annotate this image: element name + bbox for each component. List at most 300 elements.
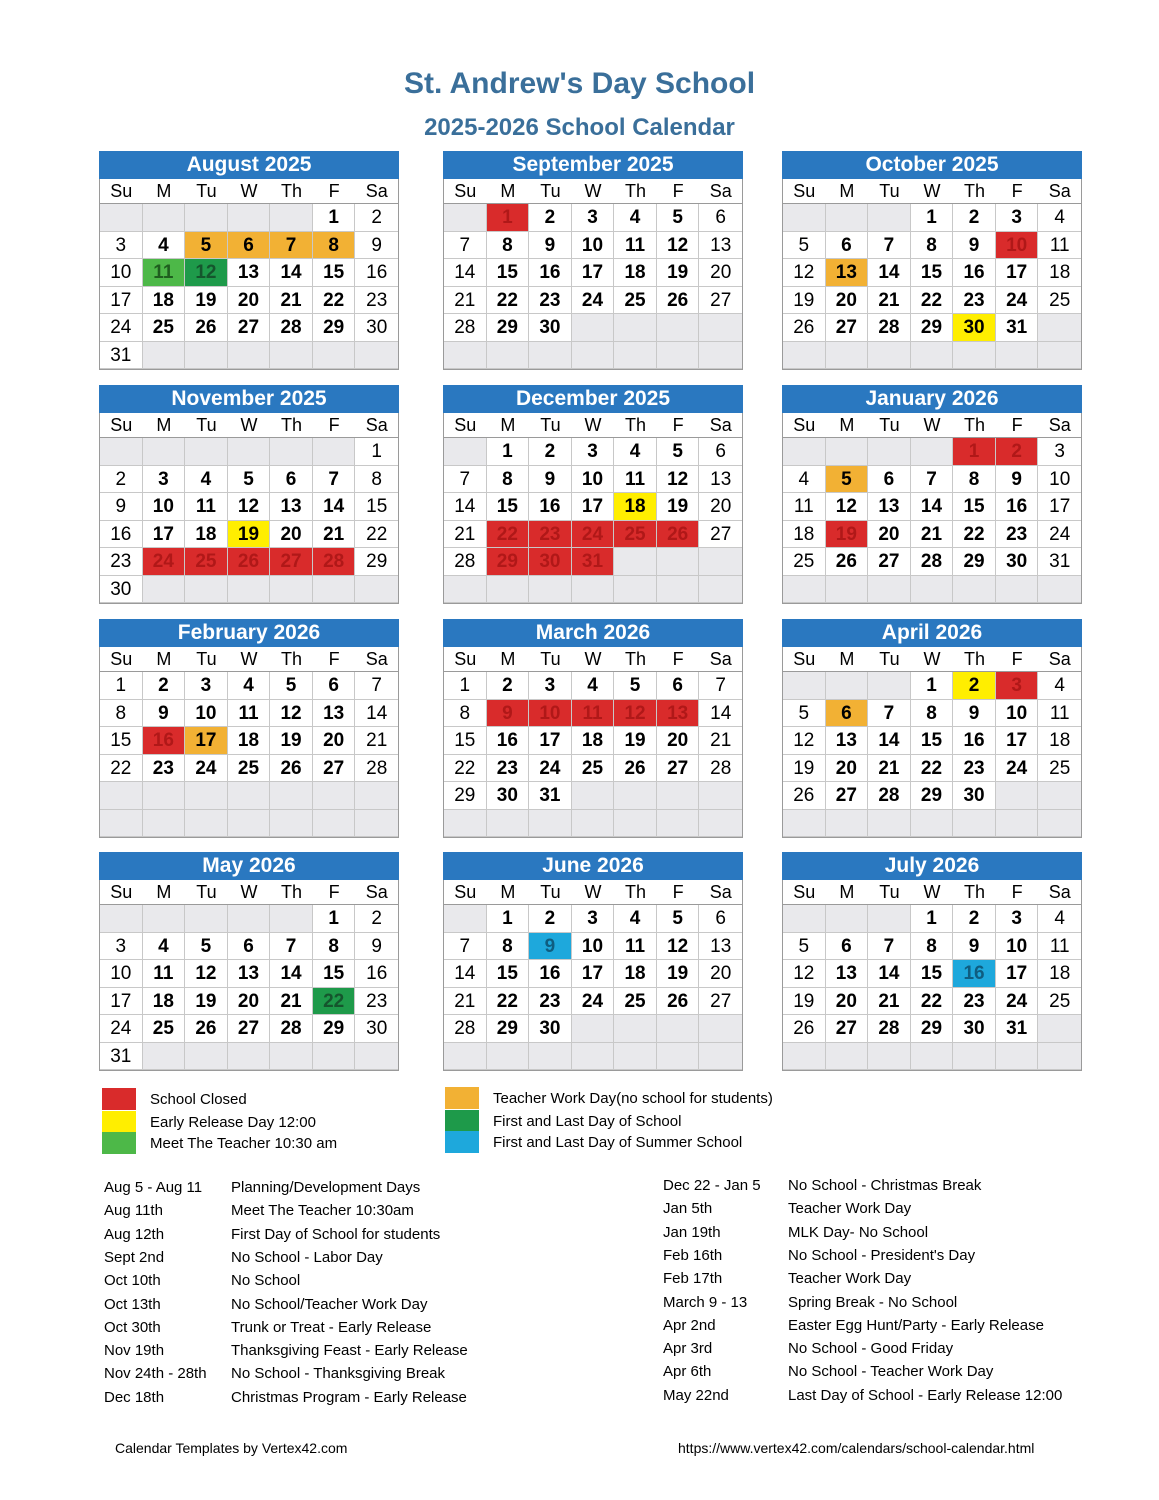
event-date: Nov 24th - 28th <box>104 1365 207 1383</box>
empty-cell <box>185 576 228 604</box>
empty-cell <box>100 810 143 838</box>
day-cell: 19 <box>185 287 228 315</box>
empty-cell <box>529 1043 572 1071</box>
month-title: December 2025 <box>443 385 743 413</box>
day-cell: 10 <box>996 700 1039 728</box>
empty-cell <box>911 576 954 604</box>
day-cell: 20 <box>699 960 742 988</box>
day-cell: 8 <box>487 466 530 494</box>
day-cell: 27 <box>826 1015 869 1043</box>
empty-cell <box>355 342 398 370</box>
empty-cell <box>1038 1043 1081 1071</box>
day-cell: 10 <box>996 232 1039 260</box>
event-description: Planning/Development Days <box>231 1179 421 1196</box>
event-date: Feb 16th <box>663 1246 723 1264</box>
day-cell: 8 <box>313 232 356 260</box>
day-cell: 12 <box>657 933 700 961</box>
month-grid <box>782 179 1082 370</box>
day-cell: 1 <box>487 438 530 466</box>
empty-cell <box>143 905 186 933</box>
day-cell: 25 <box>572 755 615 783</box>
day-cell: 13 <box>657 700 700 728</box>
day-cell: 16 <box>529 960 572 988</box>
day-cell: 7 <box>270 933 313 961</box>
day-cell: 3 <box>529 672 572 700</box>
day-cell: 28 <box>699 755 742 783</box>
weekday-header: Th <box>953 880 996 905</box>
day-cell: 12 <box>826 493 869 521</box>
legend-work-label: Teacher Work Day(no school for students) <box>493 1089 773 1107</box>
weekday-header: Tu <box>185 413 228 438</box>
day-cell: 25 <box>185 548 228 576</box>
event-description: Easter Egg Hunt/Party - Early Release <box>788 1316 1044 1334</box>
day-cell: 21 <box>868 287 911 315</box>
weekday-header: F <box>313 647 356 672</box>
day-cell: 28 <box>444 1015 487 1043</box>
day-cell: 21 <box>444 287 487 315</box>
day-cell: 2 <box>996 438 1039 466</box>
day-cell: 12 <box>185 259 228 287</box>
event-description: No School - President's Day <box>788 1246 976 1264</box>
day-cell: 30 <box>953 1015 996 1043</box>
empty-cell <box>270 782 313 810</box>
weekday-header: Su <box>783 880 826 905</box>
legend-meet-swatch <box>102 1132 136 1154</box>
empty-cell <box>529 342 572 370</box>
month-calendar <box>782 619 1082 838</box>
event-description: No School <box>231 1272 301 1290</box>
empty-cell <box>185 204 228 232</box>
empty-cell <box>143 1043 186 1071</box>
day-cell: 20 <box>868 521 911 549</box>
day-cell: 12 <box>657 232 700 260</box>
day-cell: 17 <box>1038 493 1081 521</box>
event-description: No School - Teacher Work Day <box>788 1363 994 1381</box>
empty-cell <box>444 1043 487 1071</box>
weekday-header: Tu <box>529 647 572 672</box>
day-cell: 29 <box>313 314 356 342</box>
empty-cell <box>996 1043 1039 1071</box>
empty-cell <box>270 342 313 370</box>
day-cell: 17 <box>572 493 615 521</box>
empty-cell <box>699 548 742 576</box>
day-cell: 9 <box>355 232 398 260</box>
day-cell: 18 <box>1038 727 1081 755</box>
empty-cell <box>783 905 826 933</box>
empty-cell <box>996 576 1039 604</box>
weekday-header: Tu <box>529 880 572 905</box>
weekday-header: Th <box>614 880 657 905</box>
day-cell: 2 <box>143 672 186 700</box>
day-cell: 27 <box>313 755 356 783</box>
day-cell: 19 <box>185 988 228 1016</box>
event-date: Jan 19th <box>663 1223 721 1241</box>
day-cell: 29 <box>953 548 996 576</box>
empty-cell <box>868 342 911 370</box>
day-cell: 14 <box>444 259 487 287</box>
day-cell: 25 <box>614 988 657 1016</box>
day-cell: 19 <box>657 960 700 988</box>
weekday-header: F <box>657 647 700 672</box>
legend-firstlast <box>445 1110 681 1132</box>
month-title: June 2026 <box>443 852 743 880</box>
day-cell: 30 <box>529 548 572 576</box>
weekday-header: M <box>143 179 186 204</box>
event-date: Sept 2nd <box>104 1248 165 1266</box>
weekday-header: Sa <box>699 647 742 672</box>
empty-cell <box>868 672 911 700</box>
day-cell: 22 <box>487 521 530 549</box>
day-cell: 15 <box>100 727 143 755</box>
day-cell: 29 <box>444 782 487 810</box>
day-cell: 4 <box>143 232 186 260</box>
empty-cell <box>699 782 742 810</box>
weekday-header: Su <box>783 647 826 672</box>
day-cell: 17 <box>185 727 228 755</box>
weekday-header: F <box>657 179 700 204</box>
month-calendar <box>99 619 399 838</box>
day-cell: 23 <box>529 988 572 1016</box>
empty-cell <box>444 342 487 370</box>
weekday-header: W <box>572 413 615 438</box>
month-title: May 2026 <box>99 852 399 880</box>
day-cell: 8 <box>100 700 143 728</box>
empty-cell <box>444 438 487 466</box>
weekday-header: F <box>996 413 1039 438</box>
day-cell: 19 <box>614 727 657 755</box>
day-cell: 15 <box>953 493 996 521</box>
day-cell: 16 <box>100 521 143 549</box>
empty-cell <box>953 576 996 604</box>
day-cell: 5 <box>826 466 869 494</box>
event-date: Aug 5 - Aug 11 <box>104 1179 203 1196</box>
day-cell: 3 <box>100 232 143 260</box>
legend-meet <box>102 1132 337 1154</box>
weekday-header: Sa <box>699 413 742 438</box>
day-cell: 11 <box>614 232 657 260</box>
weekday-header: Th <box>270 647 313 672</box>
weekday-header: F <box>313 179 356 204</box>
day-cell: 28 <box>911 548 954 576</box>
empty-cell <box>953 810 996 838</box>
empty-cell <box>1038 1015 1081 1043</box>
empty-cell <box>572 782 615 810</box>
day-cell: 23 <box>953 287 996 315</box>
day-cell: 24 <box>996 755 1039 783</box>
day-cell: 7 <box>355 672 398 700</box>
empty-cell <box>657 1015 700 1043</box>
weekday-header: Su <box>100 179 143 204</box>
day-cell: 29 <box>911 782 954 810</box>
day-cell: 3 <box>185 672 228 700</box>
day-cell: 20 <box>228 287 271 315</box>
event-date: Nov 19th <box>104 1342 165 1360</box>
day-cell: 6 <box>313 672 356 700</box>
empty-cell <box>572 1015 615 1043</box>
day-cell: 18 <box>228 727 271 755</box>
day-cell: 13 <box>826 259 869 287</box>
day-cell: 6 <box>699 204 742 232</box>
empty-cell <box>313 782 356 810</box>
empty-cell <box>1038 576 1081 604</box>
day-cell: 6 <box>699 905 742 933</box>
day-cell: 30 <box>100 576 143 604</box>
day-cell: 26 <box>614 755 657 783</box>
day-cell: 15 <box>911 727 954 755</box>
day-cell: 14 <box>911 493 954 521</box>
weekday-header: Tu <box>185 647 228 672</box>
day-cell: 12 <box>185 960 228 988</box>
empty-cell <box>185 342 228 370</box>
day-cell: 23 <box>355 988 398 1016</box>
day-cell: 25 <box>614 287 657 315</box>
empty-cell <box>143 342 186 370</box>
empty-cell <box>614 1015 657 1043</box>
day-cell: 30 <box>355 314 398 342</box>
empty-cell <box>355 576 398 604</box>
day-cell: 9 <box>953 933 996 961</box>
day-cell: 24 <box>100 1015 143 1043</box>
day-cell: 19 <box>270 727 313 755</box>
event-description: MLK Day- No School <box>788 1223 929 1241</box>
weekday-header: W <box>911 179 954 204</box>
weekday-header: F <box>657 880 700 905</box>
day-cell: 25 <box>143 1015 186 1043</box>
day-cell: 27 <box>270 548 313 576</box>
day-cell: 16 <box>355 960 398 988</box>
empty-cell <box>783 342 826 370</box>
day-cell: 3 <box>1038 438 1081 466</box>
day-cell: 26 <box>826 548 869 576</box>
empty-cell <box>614 342 657 370</box>
day-cell: 26 <box>657 287 700 315</box>
empty-cell <box>444 810 487 838</box>
empty-cell <box>228 905 271 933</box>
day-cell: 26 <box>783 782 826 810</box>
day-cell: 17 <box>529 727 572 755</box>
day-cell: 21 <box>444 988 487 1016</box>
day-cell: 5 <box>783 232 826 260</box>
weekday-header: M <box>143 880 186 905</box>
day-cell: 27 <box>657 755 700 783</box>
month-grid <box>782 647 1082 838</box>
day-cell: 14 <box>699 700 742 728</box>
day-cell: 5 <box>783 933 826 961</box>
day-cell: 27 <box>699 521 742 549</box>
weekday-header: W <box>228 880 271 905</box>
day-cell: 17 <box>996 259 1039 287</box>
month-grid <box>782 413 1082 604</box>
day-cell: 20 <box>826 287 869 315</box>
month-title: March 2026 <box>443 619 743 647</box>
empty-cell <box>614 1043 657 1071</box>
day-cell: 7 <box>868 933 911 961</box>
day-cell: 11 <box>1038 933 1081 961</box>
empty-cell <box>783 1043 826 1071</box>
day-cell: 16 <box>355 259 398 287</box>
day-cell: 11 <box>614 466 657 494</box>
weekday-header: Sa <box>355 880 398 905</box>
day-cell: 21 <box>270 988 313 1016</box>
empty-cell <box>185 438 228 466</box>
day-cell: 13 <box>699 466 742 494</box>
day-cell: 22 <box>911 755 954 783</box>
day-cell: 23 <box>953 988 996 1016</box>
day-cell: 3 <box>996 905 1039 933</box>
weekday-header: F <box>996 179 1039 204</box>
day-cell: 8 <box>487 232 530 260</box>
empty-cell <box>100 782 143 810</box>
day-cell: 16 <box>143 727 186 755</box>
day-cell: 29 <box>487 314 530 342</box>
day-cell: 10 <box>996 933 1039 961</box>
day-cell: 5 <box>228 466 271 494</box>
legend-firstlast-label: First and Last Day of School <box>493 1112 682 1130</box>
day-cell: 24 <box>185 755 228 783</box>
empty-cell <box>868 810 911 838</box>
empty-cell <box>826 576 869 604</box>
day-cell: 11 <box>1038 700 1081 728</box>
day-cell: 30 <box>953 314 996 342</box>
day-cell: 4 <box>1038 204 1081 232</box>
day-cell: 16 <box>529 493 572 521</box>
day-cell: 15 <box>487 259 530 287</box>
day-cell: 4 <box>185 466 228 494</box>
day-cell: 2 <box>953 905 996 933</box>
day-cell: 3 <box>996 672 1039 700</box>
day-cell: 6 <box>826 700 869 728</box>
day-cell: 2 <box>953 204 996 232</box>
day-cell: 18 <box>614 259 657 287</box>
day-cell: 27 <box>699 988 742 1016</box>
day-cell: 4 <box>614 204 657 232</box>
footer-url[interactable]: https://www.vertex42.com/calendars/school-calendar.html <box>678 1440 1035 1456</box>
day-cell: 13 <box>228 259 271 287</box>
empty-cell <box>487 342 530 370</box>
day-cell: 19 <box>783 755 826 783</box>
empty-cell <box>100 204 143 232</box>
day-cell: 31 <box>100 1043 143 1071</box>
empty-cell <box>996 782 1039 810</box>
weekday-header: F <box>996 647 1039 672</box>
day-cell: 28 <box>868 782 911 810</box>
weekday-header: F <box>657 413 700 438</box>
day-cell: 22 <box>444 755 487 783</box>
day-cell: 20 <box>228 988 271 1016</box>
empty-cell <box>444 204 487 232</box>
empty-cell <box>228 204 271 232</box>
weekday-header: Su <box>444 647 487 672</box>
day-cell: 10 <box>529 700 572 728</box>
day-cell: 23 <box>529 287 572 315</box>
day-cell: 7 <box>868 700 911 728</box>
legend-early-swatch <box>102 1111 136 1133</box>
empty-cell <box>953 1043 996 1071</box>
month-grid <box>99 647 399 838</box>
day-cell: 12 <box>783 727 826 755</box>
empty-cell <box>1038 342 1081 370</box>
day-cell: 7 <box>444 933 487 961</box>
day-cell: 29 <box>313 1015 356 1043</box>
empty-cell <box>699 810 742 838</box>
day-cell: 2 <box>953 672 996 700</box>
day-cell: 2 <box>487 672 530 700</box>
day-cell: 2 <box>529 438 572 466</box>
day-cell: 4 <box>572 672 615 700</box>
day-cell: 22 <box>911 988 954 1016</box>
day-cell: 17 <box>100 988 143 1016</box>
day-cell: 22 <box>487 287 530 315</box>
day-cell: 30 <box>529 1015 572 1043</box>
empty-cell <box>313 576 356 604</box>
month-calendar <box>99 151 399 370</box>
day-cell: 20 <box>826 755 869 783</box>
day-cell: 6 <box>657 672 700 700</box>
day-cell: 25 <box>614 521 657 549</box>
day-cell: 31 <box>572 548 615 576</box>
day-cell: 12 <box>657 466 700 494</box>
empty-cell <box>657 314 700 342</box>
legend-meet-label: Meet The Teacher 10:30 am <box>150 1134 338 1152</box>
empty-cell <box>572 1043 615 1071</box>
empty-cell <box>487 576 530 604</box>
day-cell: 15 <box>487 960 530 988</box>
day-cell: 29 <box>355 548 398 576</box>
event-description: No School - Good Friday <box>788 1340 954 1358</box>
month-grid <box>443 413 743 604</box>
empty-cell <box>826 905 869 933</box>
day-cell: 12 <box>270 700 313 728</box>
month-title: April 2026 <box>782 619 1082 647</box>
empty-cell <box>783 810 826 838</box>
event-description: Meet The Teacher 10:30am <box>231 1202 414 1220</box>
day-cell: 3 <box>996 204 1039 232</box>
weekday-header: W <box>911 647 954 672</box>
empty-cell <box>783 672 826 700</box>
day-cell: 27 <box>228 1015 271 1043</box>
day-cell: 5 <box>614 672 657 700</box>
day-cell: 12 <box>614 700 657 728</box>
day-cell: 10 <box>143 493 186 521</box>
empty-cell <box>185 782 228 810</box>
weekday-header: Su <box>444 413 487 438</box>
empty-cell <box>228 576 271 604</box>
weekday-header: M <box>143 647 186 672</box>
month-grid <box>443 880 743 1071</box>
empty-cell <box>313 438 356 466</box>
day-cell: 24 <box>572 287 615 315</box>
day-cell: 3 <box>100 933 143 961</box>
day-cell: 24 <box>529 755 572 783</box>
weekday-header: M <box>487 179 530 204</box>
empty-cell <box>868 1043 911 1071</box>
day-cell: 14 <box>868 960 911 988</box>
day-cell: 19 <box>783 988 826 1016</box>
day-cell: 30 <box>487 782 530 810</box>
day-cell: 5 <box>185 933 228 961</box>
day-cell: 24 <box>572 988 615 1016</box>
day-cell: 29 <box>487 1015 530 1043</box>
event-description: No School - Christmas Break <box>788 1177 982 1194</box>
weekday-header: Tu <box>868 647 911 672</box>
event-date: Jan 5th <box>663 1200 713 1218</box>
day-cell: 17 <box>572 960 615 988</box>
day-cell: 25 <box>228 755 271 783</box>
weekday-header: W <box>572 880 615 905</box>
weekday-header: W <box>228 647 271 672</box>
day-cell: 25 <box>783 548 826 576</box>
event-date: Oct 30th <box>104 1318 161 1336</box>
